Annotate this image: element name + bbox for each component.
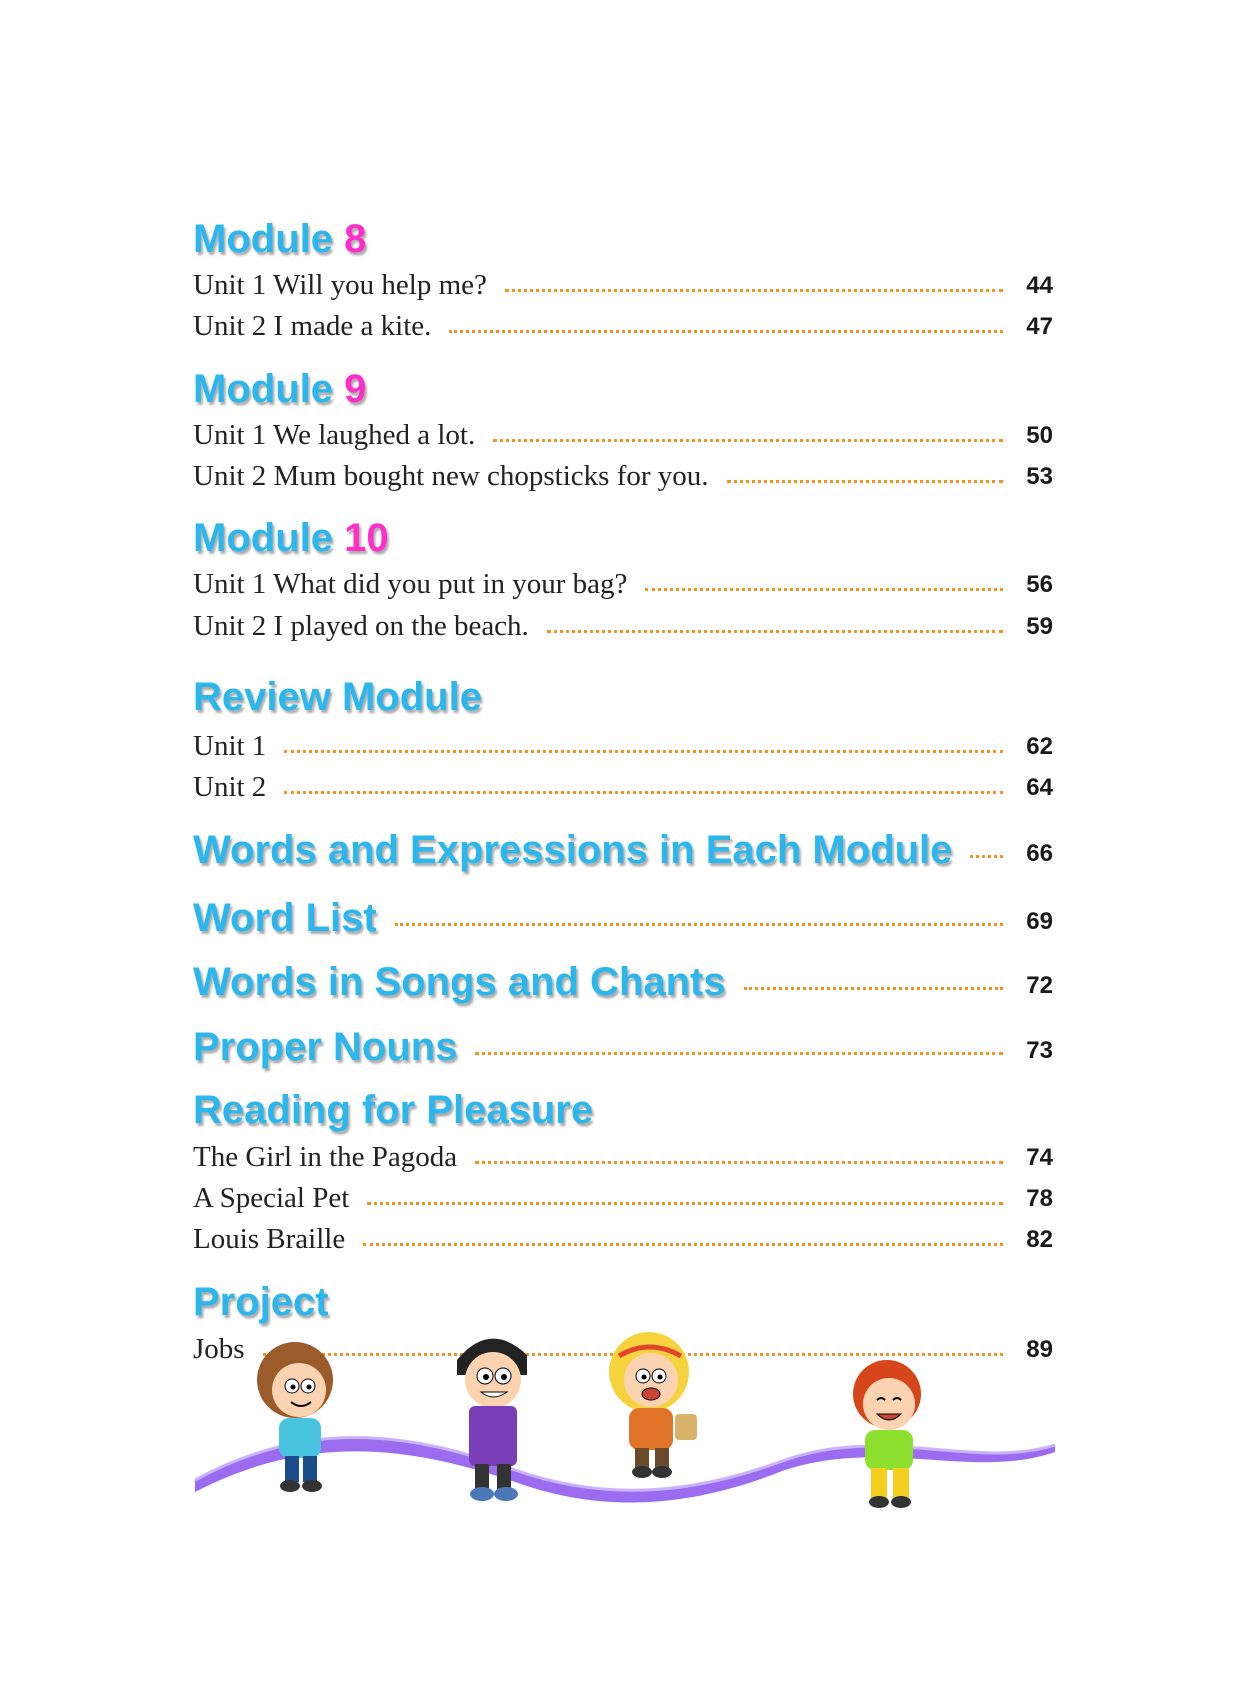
toc-entry[interactable] — [193, 603, 1053, 643]
section-label: Word List — [193, 896, 377, 940]
module-9-heading — [193, 369, 366, 409]
project-heading: Project — [193, 1280, 329, 1324]
page-number: 53 — [1026, 463, 1053, 490]
module-word: Module — [193, 217, 333, 261]
page-number: 72 — [1026, 972, 1053, 999]
leader-dots — [363, 1243, 1003, 1246]
kid-red-hair — [853, 1360, 921, 1508]
leader-dots — [744, 987, 1003, 990]
toc-entry[interactable] — [193, 1216, 1053, 1256]
leader-dots — [727, 480, 1003, 483]
page-number: 82 — [1026, 1226, 1053, 1253]
page-number: 64 — [1026, 774, 1053, 801]
leader-dots — [645, 588, 1003, 591]
entry-label: The Girl in the Pagoda — [193, 1141, 458, 1173]
module-10-heading — [193, 518, 389, 558]
page-number: 47 — [1026, 313, 1053, 340]
reading-heading: Reading for Pleasure — [193, 1088, 594, 1132]
module-number: 10 — [344, 516, 389, 560]
toc-entry[interactable] — [193, 412, 1053, 452]
toc-entry[interactable] — [193, 453, 1053, 493]
toc-entry[interactable] — [193, 1175, 1053, 1215]
entry-label: Unit 2 Mum bought new chopsticks for you. — [193, 460, 709, 492]
entry-label: Unit 2 I played on the beach. — [193, 610, 529, 642]
leader-dots — [449, 330, 1003, 333]
leader-dots — [493, 439, 1003, 442]
leader-dots — [475, 1161, 1003, 1164]
page-number: 69 — [1026, 908, 1053, 935]
page-number: 44 — [1026, 272, 1053, 299]
entry-label: Louis Braille — [193, 1223, 346, 1255]
page-number: 50 — [1026, 422, 1053, 449]
toc-section-songs-chants[interactable] — [193, 956, 1053, 1002]
leader-dots — [367, 1202, 1003, 1205]
entry-label: Unit 1 What did you put in your bag? — [193, 568, 628, 600]
toc-section-words-expressions[interactable] — [193, 824, 1053, 870]
leader-dots — [475, 1052, 1003, 1055]
entry-label: Unit 2 I made a kite. — [193, 310, 432, 342]
page-number: 62 — [1026, 733, 1053, 760]
page-number: 66 — [1026, 840, 1053, 867]
leader-dots — [970, 855, 1003, 858]
section-label: Proper Nouns — [193, 1025, 458, 1069]
leader-dots — [395, 923, 1003, 926]
entry-label: A Special Pet — [193, 1182, 350, 1214]
module-number: 8 — [344, 217, 367, 261]
review-module-heading: Review Module — [193, 675, 482, 719]
toc-entry[interactable] — [193, 723, 1053, 763]
entry-label: Unit 1 Will you help me? — [193, 269, 487, 301]
entry-label: Unit 1 — [193, 730, 267, 762]
toc-entry[interactable] — [193, 303, 1053, 343]
toc-section-word-list[interactable] — [193, 892, 1053, 938]
toc-entry[interactable] — [193, 764, 1053, 804]
module-8-heading — [193, 219, 366, 259]
page-number: 73 — [1026, 1037, 1053, 1064]
page-number: 74 — [1026, 1144, 1053, 1171]
leader-dots — [284, 750, 1003, 753]
module-number: 9 — [344, 367, 367, 411]
kids-illustration — [185, 1320, 1065, 1550]
page-number: 59 — [1026, 613, 1053, 640]
kid-brown-hair — [257, 1342, 333, 1492]
section-label: Words and Expressions in Each Module — [193, 828, 953, 872]
leader-dots — [284, 791, 1003, 794]
page-number: 56 — [1026, 571, 1053, 598]
toc-section-proper-nouns[interactable] — [193, 1021, 1053, 1067]
entry-label: Jobs — [193, 1333, 245, 1365]
entry-label: Unit 1 We laughed a lot. — [193, 419, 476, 451]
section-label: Words in Songs and Chants — [193, 960, 726, 1004]
leader-dots — [505, 289, 1003, 292]
entry-label: Unit 2 — [193, 771, 267, 803]
kid-blonde-hair — [609, 1332, 697, 1478]
toc-entry[interactable] — [193, 561, 1053, 601]
page-number: 78 — [1026, 1185, 1053, 1212]
module-word: Module — [193, 367, 333, 411]
leader-dots — [547, 630, 1003, 633]
toc-entry[interactable] — [193, 1134, 1053, 1174]
module-word: Module — [193, 516, 333, 560]
toc-entry[interactable] — [193, 262, 1053, 302]
page-number: 89 — [1026, 1336, 1053, 1363]
